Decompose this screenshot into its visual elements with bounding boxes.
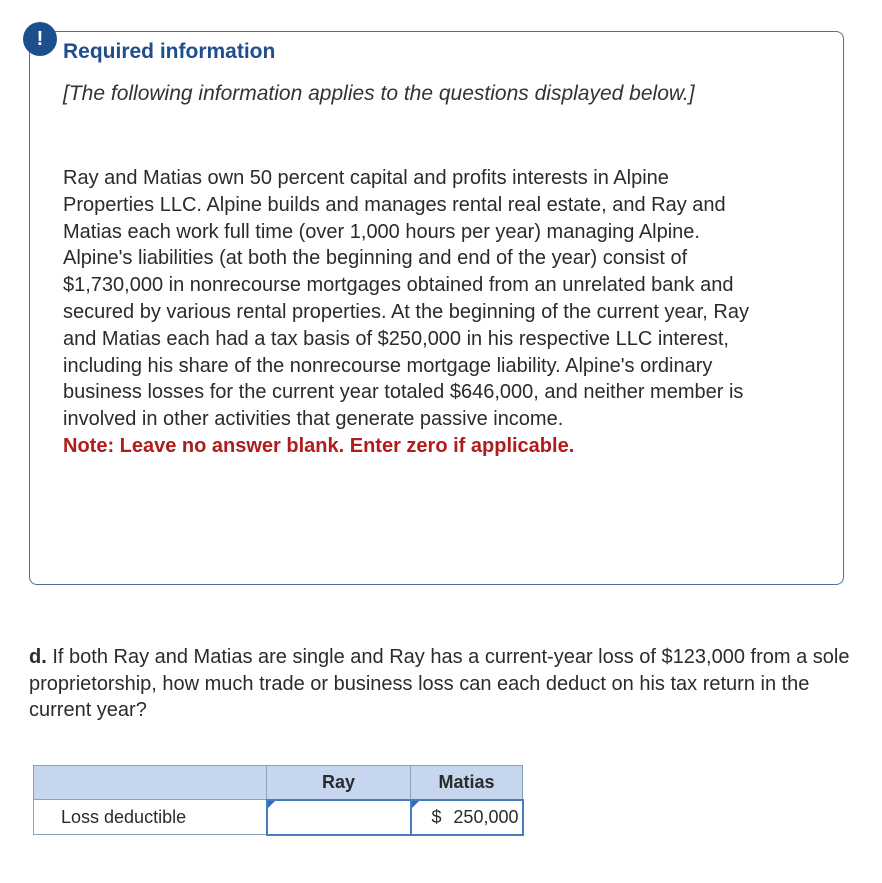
table-header-row <box>34 766 523 800</box>
table-row <box>34 800 523 835</box>
question-label: d. <box>29 646 47 668</box>
info-note: Note: Leave no answer blank. Enter zero if applicable. <box>63 434 575 457</box>
header-matias: Matias <box>411 766 523 800</box>
info-intro: [The following information applies to the questions displayed below.] <box>63 82 695 105</box>
question-text: If both Ray and Matias are single and Ray has a current-year loss of $123,000 from a sole proprietorship, how much trade or business loss can each deduct on his tax return in the current year? <box>29 646 850 721</box>
matias-loss-amount: 250,000 <box>453 806 519 827</box>
matias-loss-value <box>412 802 522 833</box>
alert-icon: ! <box>23 22 57 56</box>
info-title: Required information <box>63 40 276 63</box>
info-body-text: Ray and Matias own 50 percent capital and profits interests in Alpine Properties LLC. Alpine builds and manages rental real estate, and Ray and Matias each work full time (over 1,000 hours per year) managing Alpine. Alpine's liabilities (at both the beginning and end of the year) consist of $1,730,000 in nonrecourse mortgages obtained from an unrelated bank and secured by various rental properties. At the beginning of the current year, Ray and Matias each had a tax basis of $250,000 in his respective LLC interest, including his share of the nonrecourse mortgage liability. Alpine's ordinary business losses for the current year totaled $646,000, and neither member is involved in other activities that generate passive income. <box>63 167 749 431</box>
answer-table <box>33 765 524 836</box>
info-body <box>63 165 763 460</box>
input-marker-icon <box>412 801 419 808</box>
ray-loss-input[interactable] <box>268 802 410 833</box>
row-label-loss-deductible: Loss deductible <box>34 800 267 835</box>
input-marker-icon <box>268 801 275 808</box>
header-ray: Ray <box>267 766 411 800</box>
currency-symbol: $ <box>431 806 442 827</box>
header-empty <box>34 766 267 800</box>
matias-loss-cell[interactable] <box>411 800 523 835</box>
ray-loss-cell <box>267 800 411 835</box>
question-d <box>29 644 874 724</box>
